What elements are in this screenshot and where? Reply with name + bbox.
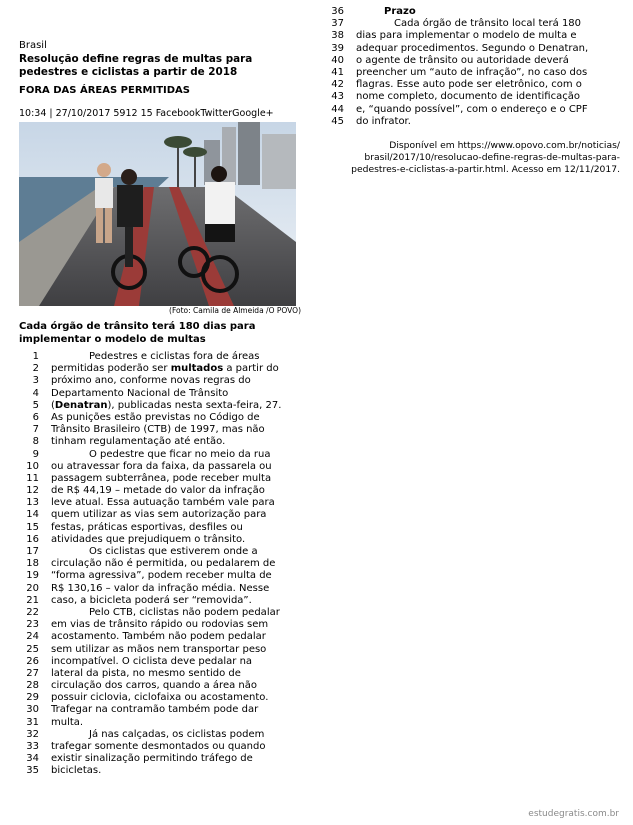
line-text: Departamento Nacional de Trânsito bbox=[51, 387, 229, 399]
line-text: acostamento. Também não podem pedalar bbox=[51, 631, 266, 643]
text-line bbox=[19, 375, 309, 387]
photo-caption bbox=[19, 320, 281, 346]
line-number: 45 bbox=[331, 115, 344, 127]
line-text: “forma agressiva”, podem receber multa de bbox=[51, 570, 272, 582]
line-number: 31 bbox=[26, 716, 39, 728]
line-number: 11 bbox=[26, 472, 39, 484]
text-line bbox=[19, 412, 309, 424]
text-line bbox=[19, 449, 309, 461]
line-text: e, “quando possível”, com o endereço e o CPF bbox=[356, 103, 588, 115]
line-text: circulação não é permitida, ou pedalarem de bbox=[51, 558, 276, 570]
line-number: 28 bbox=[26, 680, 39, 692]
text-line bbox=[19, 753, 309, 765]
text-line bbox=[19, 363, 309, 375]
source-line-1: Disponível em https://www.opovo.com.br/noticias/ bbox=[389, 140, 620, 151]
text-line bbox=[19, 607, 309, 619]
text-line bbox=[19, 497, 309, 509]
line-text: caso, a bicicleta poderá ser “removida”. bbox=[51, 594, 252, 606]
line-number: 6 bbox=[32, 411, 39, 423]
text-line bbox=[19, 717, 309, 729]
line-number: 39 bbox=[331, 42, 344, 54]
text-line bbox=[19, 668, 309, 680]
source-line-3: pedestres-e-ciclistas-a-partir.html. Acesso em 12/11/2017. bbox=[351, 164, 620, 175]
text-line bbox=[19, 522, 309, 534]
line-number: 9 bbox=[32, 448, 39, 460]
text-line bbox=[19, 424, 309, 436]
line-number: 32 bbox=[26, 728, 39, 740]
photo-credit: (Foto: Camila de Almeida /O POVO) bbox=[169, 306, 301, 315]
text-line bbox=[19, 656, 309, 668]
line-text: incompatível. O ciclista deve pedalar na bbox=[51, 655, 253, 667]
line-number: 7 bbox=[32, 424, 39, 436]
text-line bbox=[19, 680, 309, 692]
text-line bbox=[19, 704, 309, 716]
subheading-prazo: Prazo bbox=[384, 6, 416, 17]
text-line bbox=[324, 104, 624, 116]
line-number: 40 bbox=[331, 54, 344, 66]
line-text: o agente de trânsito ou autoridade deverá bbox=[356, 54, 569, 66]
line-number: 20 bbox=[26, 582, 39, 594]
line-text: R$ 130,16 – valor da infração média. Nesse bbox=[51, 582, 270, 594]
text-line bbox=[19, 570, 309, 582]
line-number: 18 bbox=[26, 558, 39, 570]
line-number: 33 bbox=[26, 741, 39, 752]
line-text: possuir ciclovia, ciclofaixa ou acostamento. bbox=[51, 692, 269, 704]
line-number: 22 bbox=[26, 606, 39, 618]
line-number: 8 bbox=[32, 436, 39, 448]
text-line bbox=[324, 55, 624, 67]
line-text: Pedestres e ciclistas fora de áreas bbox=[89, 351, 260, 362]
text-line bbox=[19, 400, 309, 412]
line-text: dias para implementar o modelo de multa e bbox=[356, 30, 577, 42]
line-number: 23 bbox=[26, 619, 39, 631]
article-meta: 10:34 | 27/10/2017 5912 15 FacebookTwitterGoogle+ bbox=[19, 108, 274, 119]
text-line bbox=[19, 631, 309, 643]
article-photo bbox=[19, 122, 296, 306]
line-number: 24 bbox=[26, 631, 39, 643]
line-text: tinham regulamentação até então. bbox=[51, 436, 226, 448]
text-line bbox=[19, 534, 309, 546]
source-citation bbox=[330, 140, 620, 176]
line-text: próximo ano, conforme novas regras do bbox=[51, 375, 251, 387]
line-text: do infrator. bbox=[356, 115, 411, 127]
line-text: Os ciclistas que estiverem onde a bbox=[89, 546, 258, 557]
line-number: 37 bbox=[331, 18, 344, 30]
text-line bbox=[19, 729, 309, 741]
line-text: flagras. Esse auto pode ser eletrônico, com o bbox=[356, 79, 582, 91]
line-number: 29 bbox=[26, 692, 39, 704]
line-number: 30 bbox=[26, 704, 39, 716]
line-text: passagem subterrânea, pode receber multa bbox=[51, 472, 272, 484]
text-line bbox=[19, 388, 309, 400]
text-line bbox=[19, 351, 309, 363]
text-line bbox=[19, 509, 309, 521]
line-number: 38 bbox=[331, 30, 344, 42]
site-watermark: estudegratis.com.br bbox=[528, 809, 619, 819]
headline bbox=[19, 53, 301, 79]
text-line bbox=[19, 644, 309, 656]
line-text: nome completo, documento de identificação bbox=[356, 91, 580, 103]
text-line bbox=[324, 79, 624, 91]
article-body-left bbox=[19, 351, 309, 778]
line-number: 43 bbox=[331, 91, 344, 103]
line-text: existir sinalização permitindo tráfego de bbox=[51, 753, 253, 765]
text-line bbox=[19, 461, 309, 473]
line-text: preencher um “auto de infração”, no caso dos bbox=[356, 66, 588, 78]
text-line bbox=[19, 765, 309, 777]
line-text: Pelo CTB, ciclistas não podem pedalar bbox=[89, 606, 280, 618]
line-number: 21 bbox=[26, 594, 39, 606]
line-text: trafegar somente desmontados ou quando bbox=[51, 741, 266, 752]
section-label: Brasil bbox=[19, 40, 47, 51]
text-line bbox=[19, 595, 309, 607]
line-text: em vias de trânsito rápido ou rodovias sem bbox=[51, 619, 269, 631]
line-number: 44 bbox=[331, 103, 344, 115]
line-text: (Denatran), publicadas nesta sexta-feira, 27. bbox=[51, 399, 282, 411]
line-text: permitidas poderão ser multados a partir do bbox=[51, 363, 279, 375]
headline-line-1: Resolução define regras de multas para bbox=[19, 53, 253, 65]
line-number: 10 bbox=[26, 460, 39, 472]
line-text: Cada órgão de trânsito local terá 180 bbox=[394, 18, 582, 30]
line-number: 4 bbox=[32, 387, 39, 399]
line-number: 26 bbox=[26, 655, 39, 667]
line-number: 5 bbox=[32, 399, 39, 411]
line-text: sem utilizar as mãos nem transportar peso bbox=[51, 643, 267, 655]
line-number: 34 bbox=[26, 753, 39, 765]
text-line bbox=[324, 91, 624, 103]
line-text: As punições estão previstas no Código de bbox=[51, 411, 260, 423]
line-text: Trafegar na contramão também pode dar bbox=[51, 704, 259, 716]
line-text: Trânsito Brasileiro (CTB) de 1997, mas não bbox=[51, 424, 265, 436]
line-number: 35 bbox=[26, 765, 39, 777]
text-line bbox=[324, 18, 624, 30]
line-text: lateral da pista, no mesmo sentido de bbox=[51, 667, 241, 679]
text-line bbox=[19, 558, 309, 570]
line-text: circulação dos carros, quando a área não bbox=[51, 680, 257, 692]
text-line bbox=[324, 30, 624, 42]
text-line bbox=[324, 67, 624, 79]
text-line bbox=[19, 692, 309, 704]
line-text: multa. bbox=[51, 716, 84, 728]
line-text: quem utilizar as vias sem autorização para bbox=[51, 509, 267, 521]
line-number: 13 bbox=[26, 497, 39, 509]
line-text: Já nas calçadas, os ciclistas podem bbox=[89, 728, 265, 740]
text-line bbox=[19, 619, 309, 631]
source-line-2: brasil/2017/10/resolucao-define-regras-de-multas-para- bbox=[364, 152, 620, 163]
line-number: 15 bbox=[26, 521, 39, 533]
line-text: O pedestre que ficar no meio da rua bbox=[89, 448, 271, 460]
line-number: 16 bbox=[26, 533, 39, 545]
bold-term: multados bbox=[170, 363, 224, 375]
line-number: 2 bbox=[32, 363, 39, 375]
line-number: 36 bbox=[331, 6, 344, 17]
line-number: 12 bbox=[26, 485, 39, 497]
line-number: 25 bbox=[26, 643, 39, 655]
text-line bbox=[324, 6, 624, 18]
line-number: 17 bbox=[26, 546, 39, 557]
headline-line-2: pedestres e ciclistas a partir de 2018 bbox=[19, 66, 238, 78]
line-number: 1 bbox=[32, 351, 39, 362]
line-number: 3 bbox=[32, 375, 39, 387]
line-number: 42 bbox=[331, 79, 344, 91]
line-text: festas, práticas esportivas, desfiles ou bbox=[51, 521, 243, 533]
line-text: bicicletas. bbox=[51, 765, 102, 777]
text-line bbox=[19, 546, 309, 558]
text-line bbox=[324, 43, 624, 55]
line-number: 19 bbox=[26, 570, 39, 582]
kicker: FORA DAS ÁREAS PERMITIDAS bbox=[19, 85, 190, 96]
text-line bbox=[19, 485, 309, 497]
caption-line-1: Cada órgão de trânsito terá 180 dias para bbox=[19, 321, 256, 332]
line-text: adequar procedimentos. Segundo o Denatran, bbox=[356, 42, 589, 54]
caption-line-2: implementar o modelo de multas bbox=[19, 334, 206, 345]
text-line bbox=[19, 741, 309, 753]
line-text: atividades que prejudiquem o trânsito. bbox=[51, 533, 246, 545]
text-line bbox=[324, 116, 624, 128]
text-line bbox=[19, 473, 309, 485]
line-text: leve atual. Essa autuação também vale para bbox=[51, 497, 275, 509]
line-number: 41 bbox=[331, 66, 344, 78]
cyclists-photo-illustration bbox=[19, 122, 296, 306]
text-line bbox=[19, 583, 309, 595]
line-number: 14 bbox=[26, 509, 39, 521]
article-body-right bbox=[324, 6, 624, 128]
bold-term: Denatran bbox=[54, 399, 108, 411]
line-text: ou atravessar fora da faixa, da passarela ou bbox=[51, 460, 272, 472]
line-text: de R$ 44,19 – metade do valor da infração bbox=[51, 485, 265, 497]
article-header bbox=[19, 40, 301, 346]
text-line bbox=[19, 436, 309, 448]
line-number: 27 bbox=[26, 667, 39, 679]
